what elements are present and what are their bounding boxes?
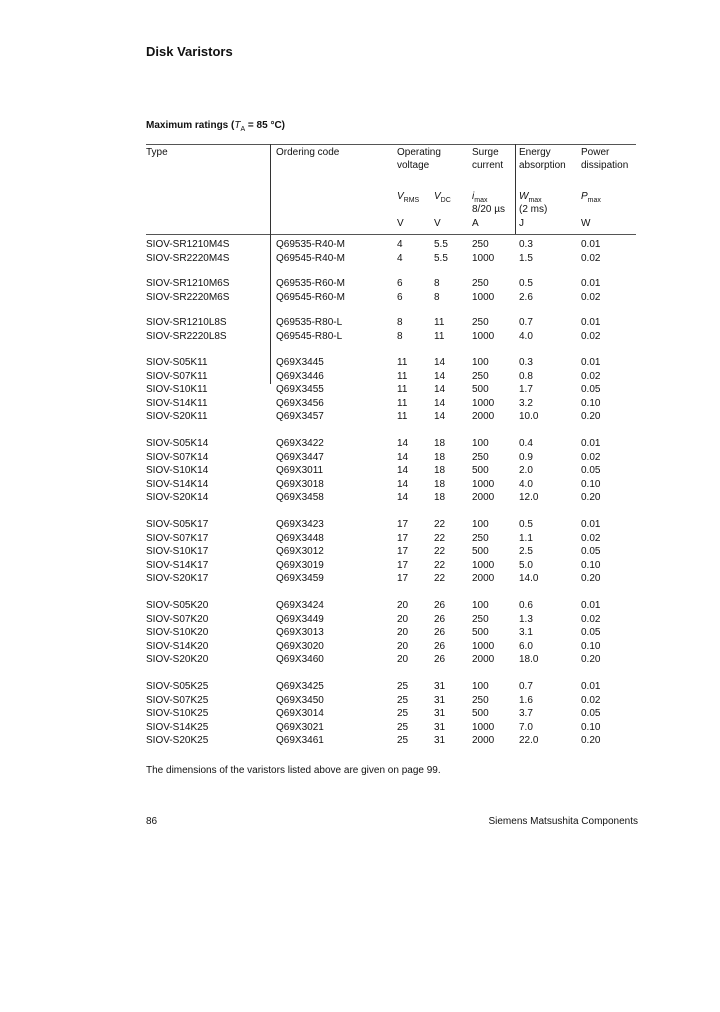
cell-code: Q69X3011 — [276, 465, 324, 477]
cell-vdc: 31 — [434, 694, 446, 706]
cell-imax: 1000 — [472, 330, 495, 342]
header-imax-condition: 8/20 µs — [472, 204, 506, 215]
cell-pmax: 0.02 — [581, 532, 601, 544]
cell-vrms: 17 — [397, 532, 409, 544]
cell-wmax: 0.5 — [519, 278, 533, 289]
cell-vdc: 18 — [434, 465, 446, 477]
cell-code: Q69X3449 — [276, 613, 324, 625]
cell-code: Q69535-R40-M — [276, 239, 345, 250]
table-top-rule — [146, 144, 636, 145]
cell-imax: 2000 — [472, 411, 495, 423]
cell-code: Q69X3445 — [276, 357, 324, 368]
cell-code: Q69X3459 — [276, 573, 324, 585]
cell-code: Q69X3450 — [276, 694, 324, 706]
cell-wmax: 1.3 — [519, 613, 533, 625]
cell-wmax: 7.0 — [519, 721, 533, 733]
cell-vdc: 14 — [434, 357, 446, 368]
cell-wmax: 0.3 — [519, 239, 533, 250]
cell-code: Q69X3013 — [276, 627, 324, 639]
cell-type: SIOV-SR1210L8S — [146, 317, 227, 328]
cell-pmax: 0.10 — [581, 397, 601, 409]
cell-imax: 250 — [472, 451, 489, 463]
cell-vdc: 14 — [434, 397, 446, 409]
cell-pmax: 0.02 — [581, 694, 601, 706]
cell-pmax: 0.01 — [581, 357, 601, 368]
cell-vdc: 14 — [434, 370, 446, 382]
cell-pmax: 0.10 — [581, 478, 601, 490]
cell-pmax: 0.20 — [581, 411, 601, 423]
cell-pmax: 0.01 — [581, 600, 601, 611]
cell-pmax: 0.01 — [581, 519, 601, 530]
header-power-2: dissipation — [581, 160, 629, 171]
cell-vrms: 25 — [397, 708, 409, 720]
cell-imax: 500 — [472, 708, 489, 720]
column-divider-energy — [515, 144, 516, 234]
cell-type: SIOV-S07K17 — [146, 532, 209, 544]
cell-wmax: 22.0 — [519, 735, 539, 747]
cell-vdc: 11 — [434, 330, 445, 342]
cell-vrms: 20 — [397, 654, 409, 666]
cell-imax: 100 — [472, 357, 489, 368]
cell-code: Q69X3446 — [276, 370, 324, 382]
cell-pmax: 0.01 — [581, 317, 601, 328]
imax-sub: max — [474, 197, 488, 204]
cell-pmax: 0.02 — [581, 252, 601, 264]
cell-wmax: 4.0 — [519, 330, 533, 342]
cell-pmax: 0.02 — [581, 451, 601, 463]
caption-suffix: = 85 °C) — [245, 120, 285, 131]
cell-vdc: 26 — [434, 627, 446, 639]
cell-vrms: 14 — [397, 465, 409, 477]
cell-vrms: 17 — [397, 573, 409, 585]
cell-imax: 250 — [472, 694, 489, 706]
cell-vrms: 8 — [397, 330, 403, 342]
cell-imax: 2000 — [472, 492, 495, 504]
cell-imax: 1000 — [472, 721, 495, 733]
cell-vdc: 11 — [434, 317, 445, 328]
page-title: Disk Varistors — [146, 44, 233, 59]
cell-vrms: 14 — [397, 438, 409, 449]
cell-code: Q69X3456 — [276, 397, 324, 409]
cell-vdc: 22 — [434, 573, 446, 585]
cell-imax: 500 — [472, 546, 489, 558]
caption-prefix: Maximum ratings ( — [146, 120, 235, 131]
cell-vdc: 14 — [434, 384, 446, 396]
cell-imax: 100 — [472, 519, 489, 530]
cell-type: SIOV-S10K20 — [146, 627, 209, 639]
cell-code: Q69545-R40-M — [276, 252, 345, 264]
cell-imax: 1000 — [472, 559, 495, 571]
cell-pmax: 0.05 — [581, 708, 601, 720]
cell-type: SIOV-S05K17 — [146, 519, 209, 530]
cell-vrms: 8 — [397, 317, 403, 328]
header-energy-2: absorption — [519, 160, 566, 171]
column-divider-ordering — [270, 144, 271, 384]
cell-type: SIOV-S20K25 — [146, 735, 209, 747]
cell-imax: 250 — [472, 613, 489, 625]
cell-imax: 250 — [472, 239, 489, 250]
cell-code: Q69X3424 — [276, 600, 324, 611]
cell-type: SIOV-S05K25 — [146, 681, 209, 692]
cell-type: SIOV-S20K11 — [146, 411, 208, 423]
cell-code: Q69X3455 — [276, 384, 324, 396]
cell-imax: 2000 — [472, 654, 495, 666]
header-energy-1: Energy — [519, 147, 551, 158]
cell-wmax: 0.5 — [519, 519, 533, 530]
cell-pmax: 0.01 — [581, 681, 601, 692]
cell-vdc: 5.5 — [434, 239, 448, 250]
cell-code: Q69X3020 — [276, 640, 324, 652]
cell-type: SIOV-S20K20 — [146, 654, 209, 666]
cell-vdc: 22 — [434, 559, 446, 571]
cell-type: SIOV-S14K17 — [146, 559, 209, 571]
cell-type: SIOV-S20K17 — [146, 573, 209, 585]
table-caption — [146, 120, 285, 133]
cell-pmax: 0.02 — [581, 370, 601, 382]
header-voltage-1: Operating — [397, 147, 441, 158]
cell-pmax: 0.10 — [581, 559, 601, 571]
header-vrms — [397, 191, 419, 207]
cell-vdc: 26 — [434, 600, 446, 611]
cell-type: SIOV-S05K11 — [146, 357, 208, 368]
cell-type: SIOV-S14K11 — [146, 397, 208, 409]
cell-imax: 250 — [472, 370, 489, 382]
cell-pmax: 0.20 — [581, 735, 601, 747]
cell-pmax: 0.10 — [581, 721, 601, 733]
cell-code: Q69535-R60-M — [276, 278, 345, 289]
cell-wmax: 3.2 — [519, 397, 533, 409]
cell-imax: 500 — [472, 384, 489, 396]
header-power-1: Power — [581, 147, 610, 158]
wmax-sub: max — [528, 197, 542, 204]
cell-vrms: 11 — [397, 357, 408, 368]
cell-type: SIOV-S10K11 — [146, 384, 208, 396]
cell-imax: 1000 — [472, 291, 495, 303]
cell-wmax: 1.5 — [519, 252, 533, 264]
cell-code: Q69X3448 — [276, 532, 324, 544]
cell-code: Q69X3422 — [276, 438, 324, 449]
cell-pmax: 0.01 — [581, 239, 601, 250]
cell-vdc: 31 — [434, 681, 446, 692]
cell-vrms: 25 — [397, 694, 409, 706]
cell-pmax: 0.05 — [581, 546, 601, 558]
cell-type: SIOV-S10K25 — [146, 708, 209, 720]
cell-wmax: 0.7 — [519, 317, 533, 328]
cell-vrms: 14 — [397, 451, 409, 463]
cell-vrms: 20 — [397, 600, 409, 611]
cell-wmax: 0.6 — [519, 600, 533, 611]
cell-pmax: 0.10 — [581, 640, 601, 652]
cell-type: SIOV-S05K20 — [146, 600, 209, 611]
cell-wmax: 5.0 — [519, 559, 533, 571]
cell-imax: 100 — [472, 681, 489, 692]
header-ordering-code: Ordering code — [276, 147, 340, 158]
cell-code: Q69X3458 — [276, 492, 324, 504]
cell-vdc: 31 — [434, 721, 446, 733]
cell-vrms: 6 — [397, 278, 403, 289]
cell-wmax: 2.5 — [519, 546, 533, 558]
cell-vrms: 14 — [397, 492, 409, 504]
cell-imax: 250 — [472, 278, 489, 289]
cell-code: Q69X3457 — [276, 411, 324, 423]
vdc-symbol: V — [434, 191, 441, 202]
cell-wmax: 10.0 — [519, 411, 539, 423]
cell-pmax: 0.02 — [581, 291, 601, 303]
cell-vrms: 25 — [397, 721, 409, 733]
cell-vdc: 8 — [434, 291, 440, 303]
cell-wmax: 1.6 — [519, 694, 533, 706]
cell-type: SIOV-S07K20 — [146, 613, 209, 625]
cell-code: Q69X3014 — [276, 708, 324, 720]
cell-type: SIOV-SR1210M6S — [146, 278, 230, 289]
cell-imax: 250 — [472, 532, 489, 544]
cell-vrms: 14 — [397, 478, 409, 490]
cell-vrms: 20 — [397, 627, 409, 639]
cell-vrms: 6 — [397, 291, 403, 303]
cell-wmax: 3.1 — [519, 627, 533, 639]
cell-vdc: 14 — [434, 411, 446, 423]
cell-vdc: 22 — [434, 532, 446, 544]
cell-code: Q69545-R80-L — [276, 330, 343, 342]
cell-imax: 500 — [472, 465, 489, 477]
cell-wmax: 14.0 — [519, 573, 539, 585]
header-bottom-rule — [146, 234, 636, 235]
wmax-symbol: W — [519, 191, 529, 202]
cell-type: SIOV-S20K14 — [146, 492, 209, 504]
cell-type: SIOV-S14K25 — [146, 721, 209, 733]
cell-imax: 2000 — [472, 573, 495, 585]
cell-imax: 100 — [472, 438, 489, 449]
cell-vrms: 4 — [397, 252, 403, 264]
caption-symbol: T — [234, 120, 241, 131]
cell-wmax: 3.7 — [519, 708, 533, 720]
header-surge-2: current — [472, 160, 504, 171]
cell-vrms: 4 — [397, 239, 403, 250]
cell-type: SIOV-S10K14 — [146, 465, 209, 477]
cell-pmax: 0.05 — [581, 627, 601, 639]
cell-code: Q69X3021 — [276, 721, 324, 733]
header-vdc — [434, 191, 451, 207]
unit-wmax: J — [519, 218, 524, 229]
cell-code: Q69545-R60-M — [276, 291, 345, 303]
unit-imax: A — [472, 218, 479, 229]
cell-type: SIOV-S14K14 — [146, 478, 209, 490]
cell-type: SIOV-SR1210M4S — [146, 239, 230, 250]
cell-wmax: 0.7 — [519, 681, 533, 692]
cell-imax: 1000 — [472, 640, 495, 652]
imax-symbol: i — [472, 191, 475, 202]
cell-imax: 1000 — [472, 252, 495, 264]
cell-wmax: 2.6 — [519, 291, 533, 303]
cell-wmax: 1.7 — [519, 384, 533, 396]
cell-vdc: 18 — [434, 478, 446, 490]
cell-type: SIOV-S14K20 — [146, 640, 209, 652]
cell-wmax: 2.0 — [519, 465, 533, 477]
cell-vrms: 17 — [397, 546, 409, 558]
cell-type: SIOV-SR2220M4S — [146, 252, 230, 264]
cell-vrms: 17 — [397, 559, 409, 571]
cell-code: Q69X3425 — [276, 681, 324, 692]
header-surge-1: Surge — [472, 147, 499, 158]
cell-pmax: 0.02 — [581, 613, 601, 625]
cell-code: Q69X3019 — [276, 559, 324, 571]
cell-wmax: 0.3 — [519, 357, 533, 368]
cell-pmax: 0.01 — [581, 438, 601, 449]
header-pmax — [581, 191, 601, 207]
cell-pmax: 0.20 — [581, 654, 601, 666]
cell-imax: 250 — [472, 317, 489, 328]
cell-wmax: 0.4 — [519, 438, 533, 449]
cell-vrms: 20 — [397, 613, 409, 625]
cell-pmax: 0.05 — [581, 465, 601, 477]
header-voltage-2: voltage — [397, 160, 430, 171]
cell-vrms: 25 — [397, 735, 409, 747]
page-number: 86 — [146, 816, 158, 827]
header-type: Type — [146, 147, 168, 158]
cell-pmax: 0.05 — [581, 384, 601, 396]
cell-vrms: 11 — [397, 411, 408, 423]
cell-vdc: 31 — [434, 735, 446, 747]
cell-code: Q69X3423 — [276, 519, 324, 530]
cell-code: Q69X3018 — [276, 478, 324, 490]
vrms-symbol: V — [397, 191, 404, 202]
cell-wmax: 0.9 — [519, 451, 533, 463]
cell-vrms: 11 — [397, 397, 408, 409]
cell-vdc: 26 — [434, 654, 446, 666]
publisher-footer: Siemens Matsushita Components — [488, 816, 638, 827]
cell-code: Q69X3012 — [276, 546, 324, 558]
cell-imax: 100 — [472, 600, 489, 611]
cell-vdc: 5.5 — [434, 252, 448, 264]
cell-wmax: 1.1 — [519, 532, 533, 544]
vrms-sub: RMS — [403, 197, 420, 204]
cell-vdc: 18 — [434, 438, 446, 449]
cell-vrms: 11 — [397, 370, 408, 382]
cell-wmax: 0.8 — [519, 370, 533, 382]
cell-type: SIOV-S07K25 — [146, 694, 209, 706]
cell-code: Q69535-R80-L — [276, 317, 343, 328]
cell-wmax: 6.0 — [519, 640, 533, 652]
caption-sub: A — [240, 126, 246, 133]
cell-type: SIOV-S07K11 — [146, 370, 208, 382]
cell-type: SIOV-S10K17 — [146, 546, 209, 558]
footnote: The dimensions of the varistors listed above are given on page 99. — [146, 765, 441, 776]
unit-vrms: V — [397, 218, 404, 229]
cell-vdc: 18 — [434, 492, 446, 504]
cell-pmax: 0.20 — [581, 573, 601, 585]
cell-imax: 1000 — [472, 397, 495, 409]
cell-vdc: 26 — [434, 640, 446, 652]
cell-wmax: 12.0 — [519, 492, 539, 504]
cell-type: SIOV-S05K14 — [146, 438, 209, 449]
cell-imax: 2000 — [472, 735, 495, 747]
cell-vrms: 25 — [397, 681, 409, 692]
unit-pmax: W — [581, 218, 591, 229]
cell-code: Q69X3461 — [276, 735, 324, 747]
cell-vrms: 11 — [397, 384, 408, 396]
cell-wmax: 18.0 — [519, 654, 539, 666]
cell-code: Q69X3460 — [276, 654, 324, 666]
cell-type: SIOV-SR2220M6S — [146, 291, 230, 303]
cell-pmax: 0.02 — [581, 330, 601, 342]
cell-vdc: 22 — [434, 546, 446, 558]
unit-vdc: V — [434, 218, 441, 229]
cell-imax: 500 — [472, 627, 489, 639]
cell-vdc: 8 — [434, 278, 440, 289]
cell-type: SIOV-S07K14 — [146, 451, 209, 463]
cell-imax: 1000 — [472, 478, 495, 490]
cell-vdc: 22 — [434, 519, 446, 530]
pmax-symbol: P — [581, 191, 588, 202]
cell-pmax: 0.20 — [581, 492, 601, 504]
vdc-sub: DC — [440, 197, 451, 204]
cell-pmax: 0.01 — [581, 278, 601, 289]
cell-vdc: 31 — [434, 708, 446, 720]
cell-vrms: 17 — [397, 519, 409, 530]
cell-vdc: 26 — [434, 613, 446, 625]
cell-code: Q69X3447 — [276, 451, 324, 463]
cell-wmax: 4.0 — [519, 478, 533, 490]
pmax-sub: max — [587, 197, 601, 204]
header-wmax-condition: (2 ms) — [519, 204, 548, 215]
cell-vrms: 20 — [397, 640, 409, 652]
cell-vdc: 18 — [434, 451, 446, 463]
cell-type: SIOV-SR2220L8S — [146, 330, 227, 342]
